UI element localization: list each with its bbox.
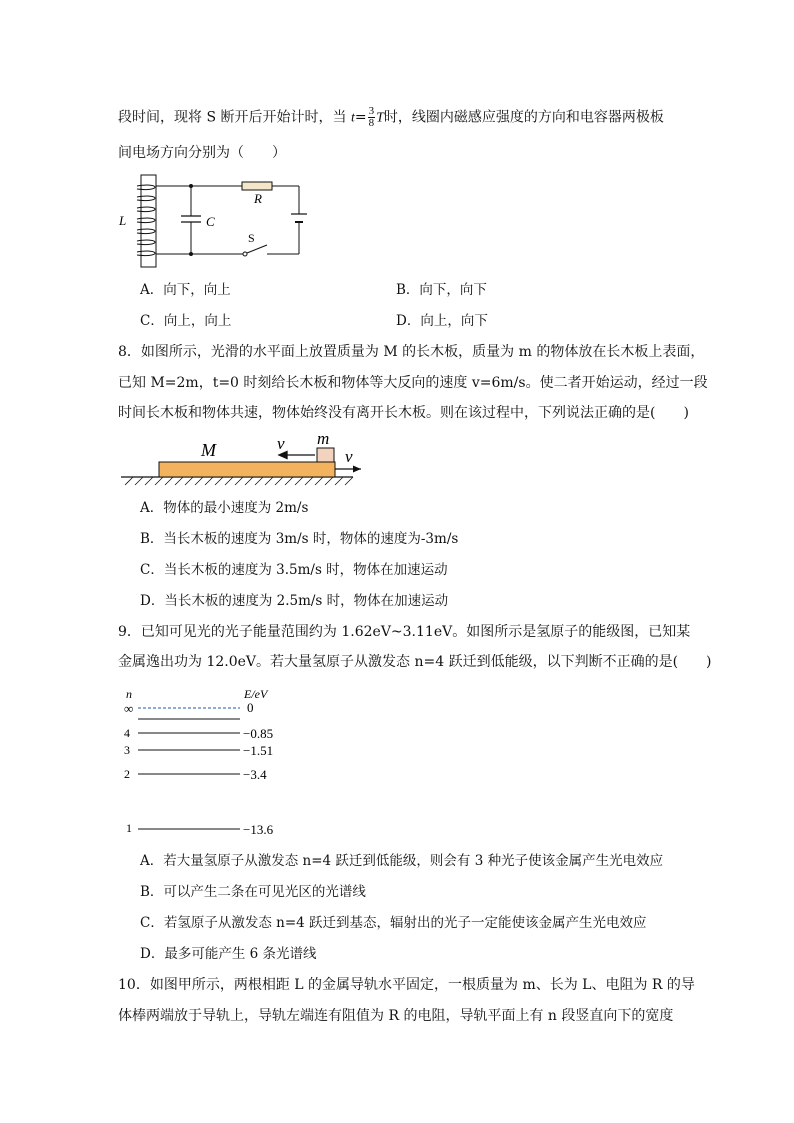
label-L: L (119, 213, 127, 228)
q7-text-after: 时，线圈内磁感应强度的方向和电容器两极板 (383, 109, 664, 126)
q8-option-c[interactable]: C．当长木板的速度为 3.5m/s 时，物体在加速运动 (140, 562, 448, 578)
label-R: R (254, 191, 262, 206)
label-M: M (201, 440, 216, 460)
q7-line-1 (118, 106, 664, 129)
q7-option-d[interactable]: D．向上，向下 (396, 313, 488, 329)
level-e-2: −3.4 (243, 767, 267, 782)
long-board (159, 462, 335, 477)
t-variable: t (350, 110, 355, 126)
q8-option-b[interactable]: B．当长木板的速度为 3m/s 时，物体的速度为-3m/s (140, 531, 459, 547)
q7-text-before: 段时间，现将 S 断开后开始计时，当 (118, 109, 347, 126)
lc-circuit-figure (117, 172, 317, 272)
period-variable: T (376, 110, 384, 126)
board-block-figure (121, 432, 361, 486)
level-n-2: 2 (124, 767, 130, 781)
level-n-4: 4 (124, 726, 130, 740)
q9-line-1: 9．已知可见光的光子能量范围约为 1.62eV~3.11eV。如图所示是氢原子的能级图，已知某 (118, 624, 691, 640)
q9-line-2: 金属逸出功为 12.0eV。若大量氢原子从激发态 n=4 跃迁到低能级，以下判断不正确的是( ) (118, 654, 712, 670)
q9-option-a[interactable]: A．若大量氢原子从激发态 n=4 跃迁到低能级，则会有 3 种光子使该金属产生光电效应 (140, 853, 664, 869)
level-n-3: 3 (124, 743, 130, 757)
level-n-inf: ∞ (124, 701, 134, 716)
q8-line-3: 时间长木板和物体共速，物体始终没有离开长木板。则在该过程中，下列说法正确的是( ) (118, 405, 689, 421)
level-n-1: 1 (126, 821, 132, 835)
q9-option-d[interactable]: D．最多可能产生 6 条光谱线 (140, 946, 317, 962)
q8-option-d[interactable]: D．当长木板的速度为 2.5m/s 时，物体在加速运动 (140, 593, 449, 609)
q8-option-a[interactable]: A．物体的最小速度为 2m/s (140, 500, 309, 516)
n-header: n (126, 687, 132, 701)
battery-icon (291, 214, 307, 222)
level-e-3: −1.51 (243, 743, 274, 758)
level-e-inf: 0 (247, 700, 254, 715)
label-S: S (248, 231, 255, 245)
label-C: C (206, 214, 215, 229)
equals-sign: = (354, 109, 367, 126)
fraction-three-eighths: $\frac{3}{8}$ (368, 105, 375, 129)
level-e-1: −13.6 (243, 822, 274, 837)
q7-line-2: 间电场方向分别为（ ） (118, 145, 286, 161)
q7-option-b[interactable]: B．向下，向下 (396, 282, 487, 298)
ground-hatch-icon (125, 477, 353, 485)
level-e-4: −0.85 (243, 726, 274, 741)
label-v-left: v (277, 434, 285, 453)
switch-icon (243, 245, 267, 256)
q7-option-c[interactable]: C．向上，向上 (140, 313, 232, 329)
small-block (317, 448, 334, 462)
q9-option-b[interactable]: B．可以产生二条在可见光区的光谱线 (140, 884, 366, 900)
label-v-right: v (345, 447, 353, 466)
energy-level-diagram (120, 682, 290, 842)
q7-option-a[interactable]: A．向下，向上 (140, 282, 231, 298)
q9-option-c[interactable]: C．若氢原子从激发态 n=4 跃迁到基态，辐射出的光子一定能使该金属产生光电效应 (140, 915, 647, 931)
label-m: m (317, 432, 330, 448)
q10-line-2: 体棒两端放于导轨上，导轨左端连有阻值为 R 的电阻，导轨平面上有 n 段竖直向下的宽度 (118, 1008, 674, 1024)
q8-line-2: 已知 M=2m，t=0 时刻给长木板和物体等大反向的速度 v=6m/s。使二者开始运动，经过一段 (118, 375, 708, 391)
e-header: E/eV (244, 687, 268, 701)
capacitor-icon (181, 216, 201, 222)
q10-line-1: 10．如图甲所示，两根相距 L 的金属导轨水平固定，一根质量为 m、长为 L、电阻为 R 的导 (118, 977, 695, 993)
resistor-icon (242, 182, 272, 190)
q8-line-1: 8．如图所示，光滑的水平面上放置质量为 M 的长木板，质量为 m 的物体放在长木板上表面， (118, 344, 705, 360)
